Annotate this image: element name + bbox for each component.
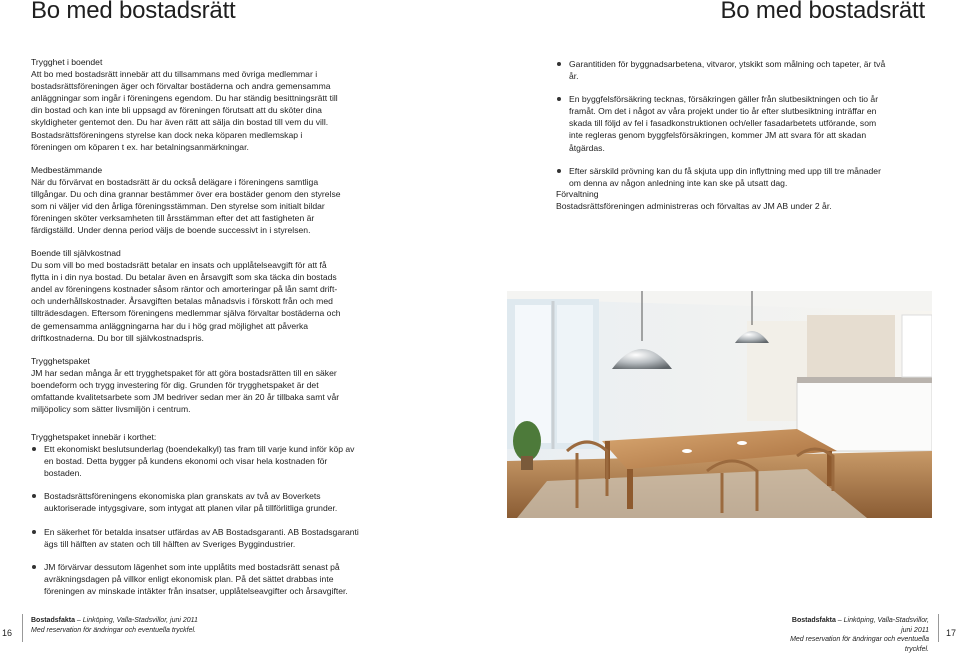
- footer-place: – Linköping, Valla-Stadsvillor, juni 2011: [74, 617, 198, 624]
- footer-brand: Bostadsfakta: [791, 617, 836, 624]
- list-item: Garantitiden för byggnadsarbetena, vitvaror, ytskikt som målning och tapeter, är två år.: [556, 58, 892, 82]
- section-trygghet: [31, 56, 343, 153]
- page-title-right: Bo med bostadsrätt: [720, 0, 925, 24]
- section-trygghetspaket: [31, 355, 343, 415]
- section-heading: Trygghetspaket innebär i korthet:: [31, 432, 157, 442]
- section-heading: Medbestämmande: [31, 165, 103, 175]
- list-item: Ett ekonomiskt beslutsunderlag (boendekalkyl) tas fram till varje kund inför köp av en bostad. Detta bygger på kundens ekonomi och visar hela kostnaden för bostaden.: [31, 443, 361, 479]
- section-heading: Trygghetspaket: [31, 356, 90, 366]
- section-heading: Boende till självkostnad: [31, 248, 121, 258]
- section-body: När du förvärvat en bostadsrätt är du också delägare i föreningens samtliga tillgångar. Du och dina grannar bestämmer över era bostäder genom den styrelse som ni väljer vid den årliga föreningsstämman. Den styrelse som initialt bildar föreningen sköter verksamheten till årsstämman efter det att fastigheten är färdigställd. Under denna period väljs de boende successivt in i styrelsen.: [31, 177, 341, 236]
- footer-place: – Linköping, Valla-Stadsvillor, juni 2011: [835, 617, 929, 634]
- section-boende: [31, 247, 343, 344]
- bullet-list: [556, 58, 892, 189]
- page-title-left: Bo med bostadsrätt: [31, 0, 236, 24]
- section-body: Att bo med bostadsrätt innebär att du tillsammans med övriga medlemmar i bostadsrättsföreningen äger och förvaltar bostäderna och andra gemensamma anläggningar som ingår i föreningens egendom. Du har ständig besittningsrätt till din bostad och kan inte bli uppsagd av föreningen förutsatt att du sköter dina skyldigheter gentemot den. Du har även rätt att sälja din bostad till vem du vill. Bostadsrättsföreningens styrelse kan dock neka köparen medlemskap i föreningen om köparen t ex. har betalningsanmärkningar.: [31, 69, 338, 152]
- section-body: Du som vill bo med bostadsrätt betalar en insats och upplåtelseavgift för att få flytta in i din nya bostad. Du betalar även en årsavgift som ska täcka din bostads andel av föreningens kostnader såsom räntor och amorteringar på lån samt drift- och underhållskostnader. Årsavgiften betalas månadsvis i förskott från och med tillträdesdagen. Eftersom föreningens medlemmar själva förvaltar bostäderna och de gemensamma anläggningarna har du i hög grad möjlighet att påverka driftkostnaderna. Du bor till självkostnadspris.: [31, 260, 341, 343]
- section-body: Bostadsrättsföreningen administreras och förvaltas av JM AB under 2 år.: [556, 201, 832, 212]
- list-item: JM förvärvar dessutom lägenhet som inte upplåtits med bostadsrätt senast på avräkningsdagen på villkor enligt ekonomisk plan. På det sättet drabbas inte föreningen av minskade intäkter från insatser, upplåtelseavgifter och årsavgifter.: [31, 561, 361, 597]
- footer-divider: [938, 614, 939, 642]
- bullet-list: [31, 443, 361, 597]
- section-heading: Förvaltning: [556, 189, 599, 199]
- section-forvaltning: [556, 188, 892, 212]
- footer-left: [31, 616, 198, 635]
- interior-photo: [507, 291, 932, 518]
- kitchen-illustration: [507, 291, 932, 518]
- footer-note: Med reservation för ändringar och eventuella tryckfel.: [31, 626, 196, 634]
- page-number-left: 16: [2, 628, 13, 638]
- section-body: JM har sedan många år ett trygghetspaket för att göra bostadsrätten till en säker boendeform och trygg investering för dig. Grunden för trygghetspaket är det omfattande kvalitetsarbete som JM bedriver sedan mer än 20 år tillbaka samt vår miljöpolicy som sätter livsmiljön i centrum.: [31, 368, 340, 415]
- footer-divider: [22, 614, 23, 642]
- list-item: Efter särskild prövning kan du få skjuta upp din inflyttning med upp till tre månader om denna av någon anledning inte kan ske på utsatt dag.: [556, 165, 892, 189]
- list-item: En säkerhet för betalda insatser utfärdas av AB Bostadsgaranti. AB Bostadsgaranti ägs till hälften av staten och till hälften av Sveriges Byggindustrier.: [31, 526, 361, 550]
- section-guarantees: [556, 58, 892, 189]
- list-item: En byggfelsförsäkring tecknas, försäkringen gäller från slutbesiktningen och tio år framåt. Om det i något av våra projekt under tio år efter slutbesiktning inträffar en skada till följd av fel i fasadkonstruktionen och/eller fasadarbetets utförande, som inte regleras genom byggfelsförsäkringen, kommer JM att svara för att skadan åtgärdas.: [556, 93, 892, 153]
- list-item: Bostadsrättsföreningens ekonomiska plan granskats av två av Boverkets auktoriserade intygsgivare, som intygat att planen vilar på tillförlitliga grunder.: [31, 490, 361, 514]
- section-medbestammande: [31, 164, 343, 237]
- section-trygghetspaket-innebar: [31, 431, 361, 597]
- footer-right: [781, 616, 929, 654]
- section-heading: Trygghet i boendet: [31, 57, 103, 67]
- page-number-right: 17: [946, 628, 957, 638]
- footer-note: Med reservation för ändringar och eventuella tryckfel.: [790, 636, 929, 653]
- footer-brand: Bostadsfakta: [31, 617, 75, 624]
